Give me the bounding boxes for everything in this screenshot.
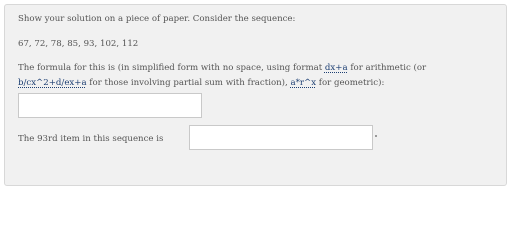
question-card [4, 4, 507, 186]
formula-answer-input[interactable] [18, 93, 202, 118]
formula-prompt-line-1 [18, 62, 426, 75]
geometric-format-hint[interactable]: a*r^x [290, 78, 317, 88]
input-end-marker [375, 135, 377, 137]
fraction-format-hint[interactable]: b/cx^2+d/ex+a [18, 78, 87, 88]
sequence-text: 67, 72, 78, 85, 93, 102, 112 [18, 39, 139, 49]
nth-item-answer-input[interactable] [189, 125, 373, 150]
formula-prompt-text: for arithmetic (or [347, 63, 427, 73]
nth-item-prompt: The 93rd item in this sequence is [18, 134, 164, 144]
formula-prompt-text: for those involving partial sum with fraction), [86, 78, 291, 88]
formula-prompt-line-2 [18, 77, 384, 90]
formula-prompt-text: The formula for this is (in simplified form with no space, using format [18, 63, 325, 73]
instructions-text: Show your solution on a piece of paper. Consider the sequence: [18, 14, 296, 24]
arithmetic-format-hint[interactable]: dx+a [324, 63, 348, 73]
formula-prompt-text: for geometric): [316, 78, 385, 88]
